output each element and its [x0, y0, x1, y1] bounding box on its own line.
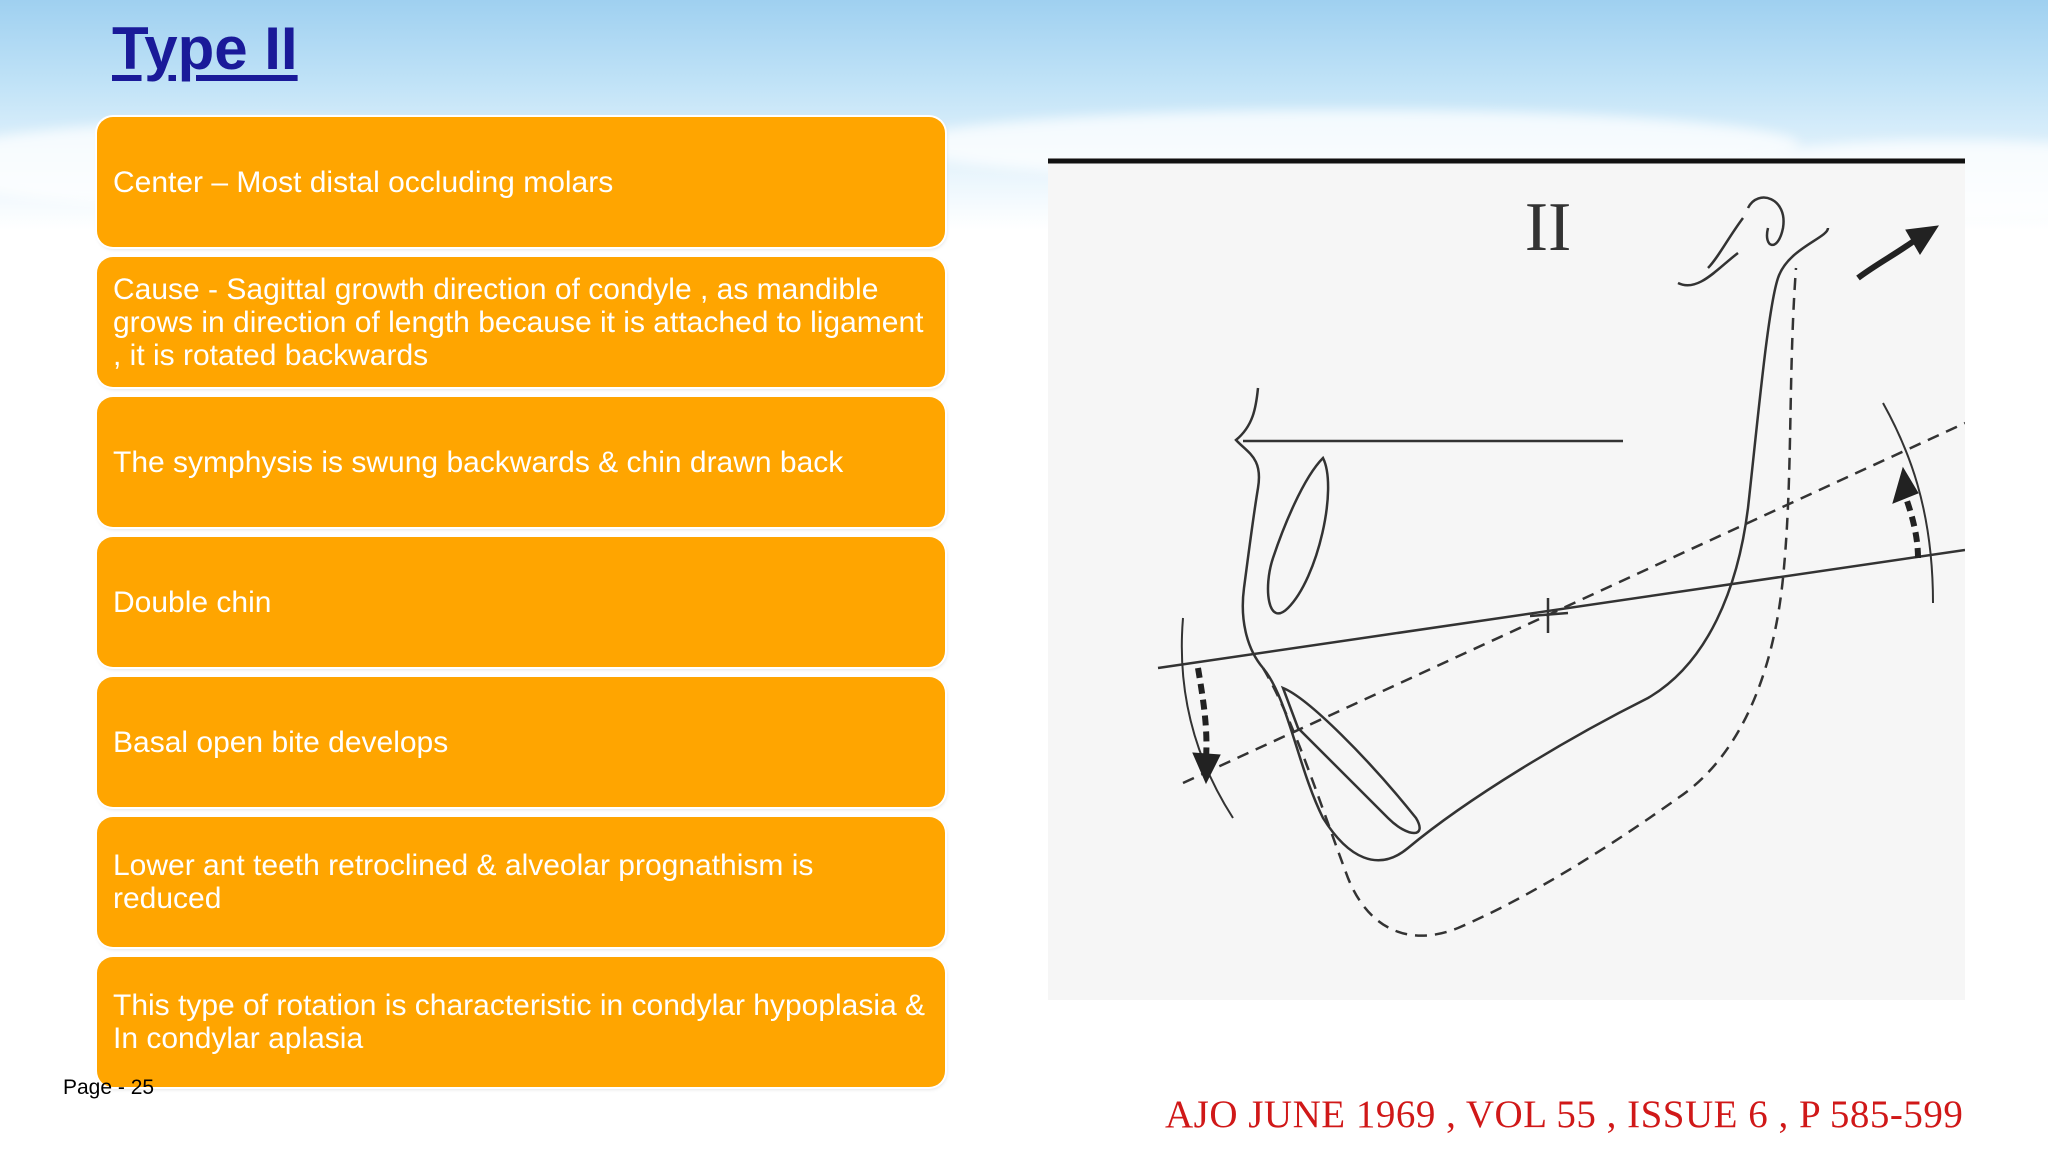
bullet-list [97, 117, 945, 1097]
mandible-outline-solid [1158, 198, 1965, 861]
bullet-box: Basal open bite develops [97, 677, 945, 807]
mandible-outline-dashed [1183, 268, 1965, 936]
bullet-box: This type of rotation is characteristic in condylar hypoplasia & In condylar aplasia [97, 957, 945, 1087]
bullet-box: Lower ant teeth retroclined & alveolar prognathism is reduced [97, 817, 945, 947]
mandible-rotation-figure [1048, 158, 1965, 1000]
rotation-arrows [1193, 226, 1938, 783]
bullet-box: The symphysis is swung backwards & chin drawn back [97, 397, 945, 527]
bullet-box: Cause - Sagittal growth direction of condyle , as mandible grows in direction of length because it is attached to ligament , it is rotated backwards [97, 257, 945, 387]
slide-title: Type II [112, 15, 298, 82]
figure-label: II [1524, 189, 1572, 266]
mandible-diagram [1048, 158, 1965, 1000]
page-number: Page - 25 [63, 1076, 155, 1099]
bullet-box: Center – Most distal occluding molars [97, 117, 945, 247]
bullet-box: Double chin [97, 537, 945, 667]
citation-reference: AJO JUNE 1969 , VOL 55 , ISSUE 6 , P 585-599 [1165, 1093, 1964, 1136]
